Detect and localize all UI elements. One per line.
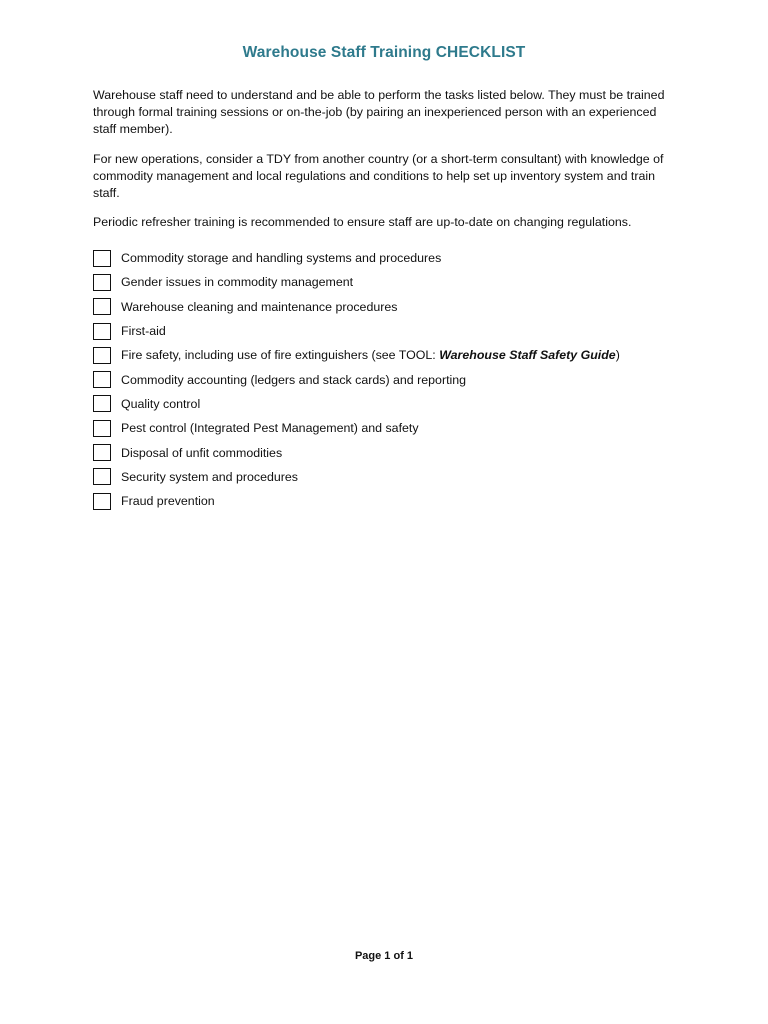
intro-paragraph: Warehouse staff need to understand and be able to perform the tasks listed below. They must be trained through formal training sessions or on-the-job (by pairing an inexperienced person with an experienced staff member). bbox=[93, 88, 665, 136]
checkbox[interactable] bbox=[93, 468, 111, 485]
checkbox[interactable] bbox=[93, 444, 111, 461]
checklist-item-label bbox=[121, 348, 620, 362]
checklist-item bbox=[93, 246, 693, 270]
label-prefix: Fire safety, including use of fire extinguishers (see TOOL: bbox=[121, 348, 440, 363]
checklist-item-label: Warehouse cleaning and maintenance procedures bbox=[121, 299, 398, 314]
checkbox[interactable] bbox=[93, 371, 111, 388]
checklist-item-label: Pest control (Integrated Pest Management) and safety bbox=[121, 421, 419, 436]
checklist-item-label: Security system and procedures bbox=[121, 469, 298, 484]
checklist-item-label: Fraud prevention bbox=[121, 494, 215, 509]
checkbox[interactable] bbox=[93, 395, 111, 412]
checklist-item bbox=[93, 343, 693, 367]
checklist-item bbox=[93, 392, 693, 416]
checkbox[interactable] bbox=[93, 420, 111, 437]
checklist-item bbox=[93, 489, 693, 513]
page-number: Page 1 of 1 bbox=[354, 950, 414, 962]
checklist-item-label: Commodity accounting (ledgers and stack cards) and reporting bbox=[121, 372, 467, 387]
checklist-item-label: Quality control bbox=[121, 396, 201, 411]
safety-guide-tool-reference: Warehouse Staff Safety Guide bbox=[439, 348, 616, 363]
checklist-item-label: Gender issues in commodity management bbox=[121, 275, 354, 290]
checkbox[interactable] bbox=[93, 323, 111, 340]
new-operations-paragraph: For new operations, consider a TDY from another country (or a short-term consultant) with knowledge of commodity management and local regulations and conditions to help set up inventory system and train staff. bbox=[93, 152, 664, 200]
checklist-item-label: First-aid bbox=[121, 324, 166, 339]
refresher-paragraph: Periodic refresher training is recommended to ensure staff are up-to-date on changing regulations. bbox=[93, 215, 632, 229]
checklist-item bbox=[93, 465, 693, 489]
checkbox[interactable] bbox=[93, 298, 111, 315]
checklist-item bbox=[93, 319, 693, 343]
checklist-item-label: Disposal of unfit commodities bbox=[121, 445, 283, 460]
document-title: Warehouse Staff Training CHECKLIST bbox=[242, 44, 526, 61]
checkbox[interactable] bbox=[93, 250, 111, 267]
checklist-item bbox=[93, 270, 693, 294]
checkbox[interactable] bbox=[93, 493, 111, 510]
checklist-item bbox=[93, 440, 693, 464]
training-checklist bbox=[93, 246, 693, 513]
label-suffix: ) bbox=[615, 348, 620, 363]
checklist-item bbox=[93, 295, 693, 319]
checklist-item bbox=[93, 416, 693, 440]
checklist-item bbox=[93, 367, 693, 391]
checkbox[interactable] bbox=[93, 347, 111, 364]
checkbox[interactable] bbox=[93, 274, 111, 291]
checklist-item-label: Commodity storage and handling systems and procedures bbox=[121, 251, 442, 266]
